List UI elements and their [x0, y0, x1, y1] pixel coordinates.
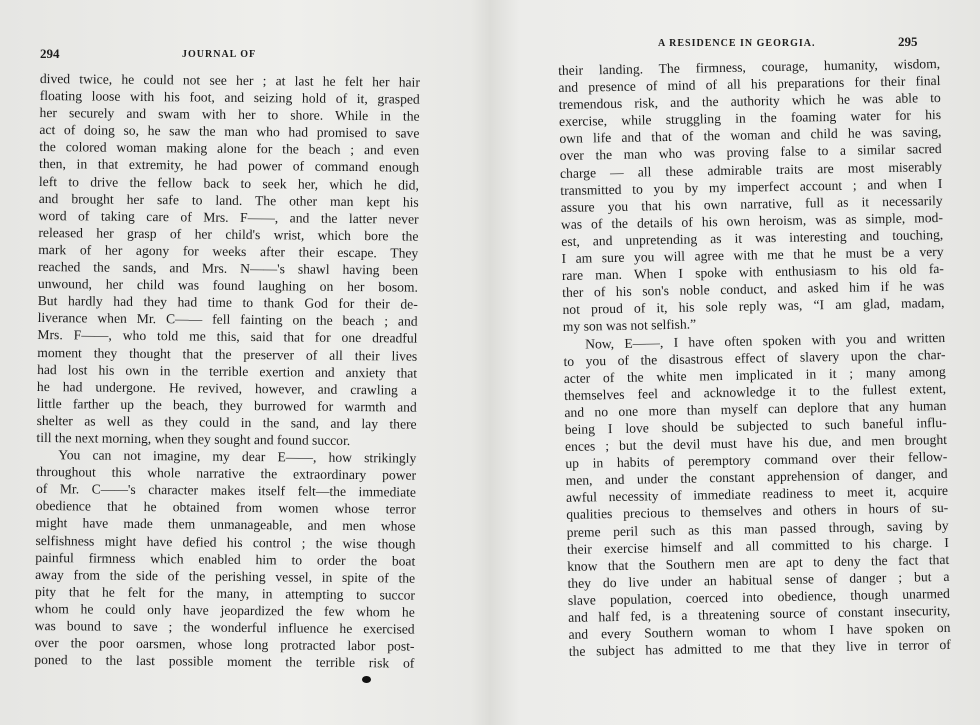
text-line: themselves feel and acknowledge it to the fullest extent,	[563, 380, 947, 403]
text-line: floating loose with his foot, and seizing hold of it, grasped	[39, 88, 420, 107]
text-line: being I love should be subjected to such baneful influ-	[564, 414, 947, 437]
text-line: over the poor oarsmen, whose long protracted labor post-	[34, 635, 415, 654]
text-line: was of the details of his own heroism, was as simple, mod-	[560, 209, 944, 232]
text-line: her securely and swam with her to shore. While in the	[39, 105, 420, 124]
text-line: qualities precious to themselves and others in hours of su-	[566, 500, 949, 523]
text-line: might have made them unmanageable, and men whose	[35, 515, 416, 535]
body-text	[558, 55, 951, 660]
text-line: word of taking care of Mrs. F——, and the latter never	[38, 207, 419, 227]
body-text	[34, 70, 420, 672]
left-page	[0, 0, 488, 725]
text-line: and no one more than myself can deplore that any human	[564, 397, 947, 420]
text-line: painful firmness which enabled him to order the boat	[35, 549, 416, 569]
text-line: was bound to save ; the wonderful influence he exercised	[34, 617, 415, 637]
text-line: away from the side of the perishing vessel, in spite of the	[35, 566, 416, 586]
text-line: had lost his own in the terrible exertion and anxiety that	[37, 361, 418, 381]
text-line: till the next morning, when they sought and found succor.	[36, 429, 351, 448]
text-line: my son was not selfish.”	[562, 316, 697, 335]
text-line: over the man who was proving false to a similar sacred	[559, 141, 942, 164]
text-line: their exercise himself and all committed to his charge. I	[566, 534, 949, 557]
text-line: left to drive the fellow back to seek her, which he did,	[38, 173, 419, 193]
text-line: know that the Southern men are apt to deny the fact that	[567, 551, 950, 574]
text-line: dived twice, he could not see her ; at last he felt her hair	[39, 70, 420, 90]
text-line: their landing. The firmness, courage, humanity, wisdom,	[558, 55, 941, 78]
text-line: reached the sands, and Mrs. N——'s shawl having been	[38, 259, 419, 278]
text-line: and half fed, is a threatening source of constant insecurity,	[568, 602, 951, 625]
text-line: obedience that he obtained from women whose terror	[35, 498, 416, 517]
text-line: charge — all these admirable traits are most miserably	[559, 158, 943, 181]
text-line: liverance when Mr. C—— fell fainting on the beach ; and	[37, 310, 418, 329]
text-line: Now, E——, I have often spoken with you and written	[585, 329, 946, 352]
text-line: est, and unpretending as it was interesting and touching,	[561, 226, 944, 249]
text-line: throughout this whole narrative the extraordinary power	[36, 464, 417, 483]
text-line: the colored woman making alone for the beach ; and even	[39, 139, 420, 159]
text-line: ther of his son's noble conduct, and asked him if he was	[562, 278, 945, 301]
text-line: then, in that extremity, he had power of command enough	[39, 156, 420, 176]
text-line: awful necessity of immediate readiness to meet it, acquire	[565, 483, 949, 506]
text-line: transmitted to you by my imperfect account ; and when I	[560, 175, 943, 198]
text-line: mark of her agony for weeks after their escape. They	[38, 241, 419, 261]
text-line: little farther up the beach, they burrowed for warmth and	[36, 395, 417, 415]
text-line: I am sure you will agree with me that he must be a very	[561, 243, 944, 266]
text-line: they do live under an habitual sense of danger ; but a	[567, 568, 950, 591]
text-line: selfishness might have defied his control ; the wise though	[35, 532, 416, 552]
text-line: moment they thought that the preserver of all their lives	[37, 344, 418, 364]
page-number: 294	[40, 46, 60, 61]
text-line: You can not imagine, my dear E——, how strikingly	[58, 447, 417, 466]
text-line: the subject has admitted to me that they live in terror of	[568, 637, 951, 660]
text-line: act of doing so, he saw the man who had promised to save	[39, 122, 420, 141]
text-line: not proud of it, his sole reply was, “I am glad, madam,	[562, 295, 945, 318]
text-line: men, and under the constant apprehension of danger, and	[565, 466, 948, 489]
right-page	[492, 0, 980, 725]
text-line: ences ; but the devil must have his due, and men brought	[564, 431, 948, 454]
text-line: poned to the last possible moment the terrible risk of	[34, 652, 415, 671]
text-line: pity that he felt for the many, in attempting to succor	[34, 583, 416, 603]
text-line: assure you that his own narrative, full as it necessarily	[560, 192, 943, 215]
text-line: slave population, coerced into obedience, though unarmed	[567, 585, 950, 608]
text-line: and presence of mind of all his preparations for their final	[558, 73, 941, 96]
text-line: tremendous risk, and the authority which he was able to	[558, 90, 941, 113]
running-head: A RESIDENCE IN GEORGIA.	[658, 38, 816, 49]
text-line: to you of the disastrous effect of slavery upon the char-	[563, 346, 946, 369]
ink-smudge	[362, 676, 371, 683]
text-line: he had undergone. He revived, however, and crawling a	[36, 378, 418, 398]
text-line: and every Southern woman to whom I have spoken on	[568, 619, 951, 642]
text-line: preme peril such as this man passed through, saving by	[566, 517, 949, 540]
text-line: of Mr. C——'s character makes itself felt—the immediate	[35, 481, 417, 500]
text-line: rare man. When I spoke with enthusiasm to his old fa-	[561, 261, 944, 284]
running-head: JOURNAL OF	[182, 49, 257, 60]
text-line: shelter as well as they could in the sand, and lay there	[36, 412, 417, 432]
text-line: and brought her safe to land. The other man kept his	[38, 190, 419, 210]
text-line: up in habits of peremptory command over their fellow-	[565, 449, 948, 472]
text-line: released her grasp of her child's wrist, which bore the	[38, 224, 419, 244]
text-line: Mrs. F——, who told me this, said that for one dreadful	[37, 327, 418, 347]
text-line: unwound, her child was found laughing on her bosom.	[37, 276, 419, 295]
text-line: whom he could only have jeopardized the few whom he	[34, 600, 415, 620]
text-line: But hardly had they had time to thank God for their de-	[37, 293, 418, 312]
page-number: 295	[898, 34, 918, 49]
text-line: acter of the white men implicated in it ; many among	[563, 363, 946, 386]
text-line: own life and that of the woman and child he was saving,	[559, 124, 942, 147]
text-line: exercise, while struggling in the foaming water for his	[558, 107, 942, 130]
